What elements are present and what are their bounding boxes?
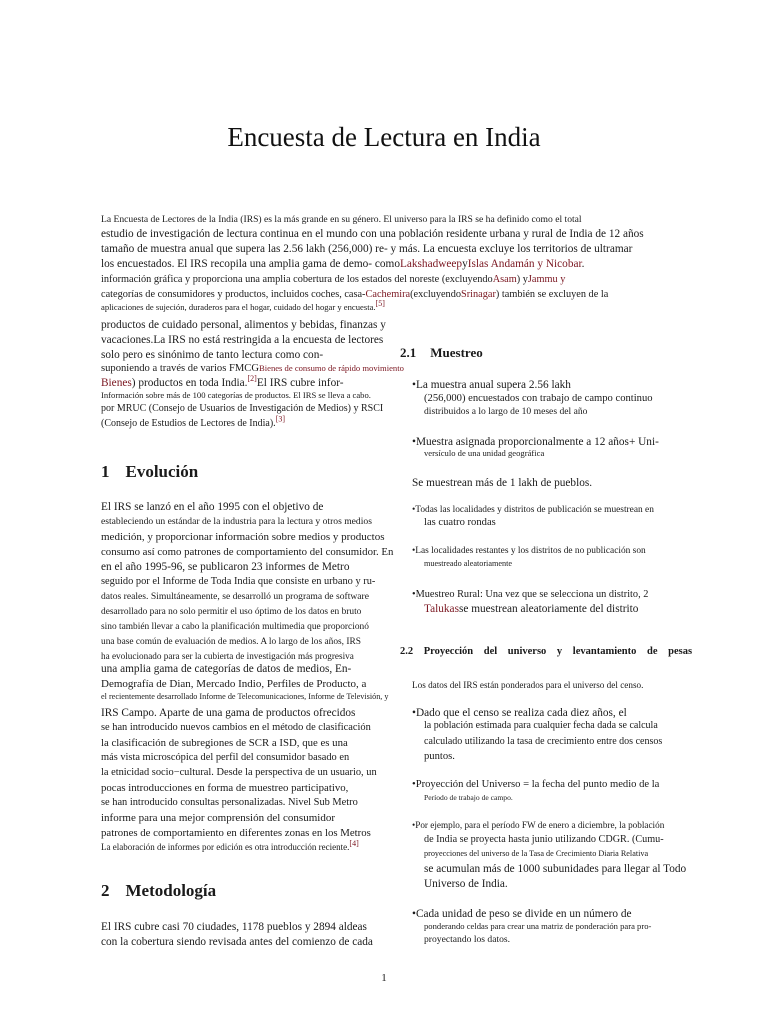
intro-text: información gráfica y proporciona una amplia cobertura de los estados del noreste (excluyendo bbox=[101, 274, 493, 285]
body-text: La elaboración de informes por edición es otra introducción reciente. bbox=[101, 842, 350, 852]
bullet-item bbox=[424, 602, 638, 617]
body-line bbox=[101, 677, 366, 691]
bullet-item: •Todas las localidades y distritos de publicación se muestrean en bbox=[412, 505, 654, 515]
intro-line: vacaciones.La IRS no está restringida a la encuesta de lectores bbox=[101, 334, 384, 346]
link-cachemira[interactable]: Cachemira bbox=[365, 289, 411, 300]
subsection-heading bbox=[400, 646, 692, 657]
body-text: informe para una mejor comprensión del consumidor bbox=[101, 812, 335, 824]
body-text: IRS Campo. Aparte de una gama de productos ofrecidos bbox=[101, 707, 356, 719]
body-text: la etnicidad socio−cultural. Desde la perspectiva de un usuario, un bbox=[101, 767, 377, 778]
intro-line bbox=[101, 376, 344, 391]
body-line bbox=[101, 706, 355, 720]
paragraph: Los datos del IRS están ponderados para el universo del censo. bbox=[412, 680, 644, 690]
intro-line: productos de cuidado personal, alimentos y bebidas, finanzas y bbox=[101, 319, 386, 331]
bullet-item: •Proyección del Universo = la fecha del punto medio de la bbox=[412, 779, 660, 790]
body-text: datos reales. Simultáneamente, se desarrolló un programa de software bbox=[101, 591, 369, 602]
bullet-item: las cuatro rondas bbox=[424, 517, 496, 528]
intro-line bbox=[101, 257, 584, 272]
page-title: Encuesta de Lectura en India bbox=[227, 122, 541, 152]
citation-ref[interactable]: [3] bbox=[275, 414, 286, 424]
section-heading bbox=[101, 881, 216, 901]
paragraph: Se muestrean más de 1 lakh de pueblos. bbox=[412, 477, 593, 489]
citation-ref[interactable]: [2] bbox=[247, 374, 257, 384]
body-text: estableciendo un estándar de la industria para la lectura y otros medios bbox=[101, 516, 372, 527]
intro-line: La Encuesta de Lectores de la India (IRS) es la más grande en su género. El universo para la IRS se ha definido como el total bbox=[101, 214, 582, 225]
body-line bbox=[101, 500, 323, 514]
body-line: El IRS cubre casi 70 ciudades, 1178 pueblos y 2894 aldeas bbox=[101, 921, 367, 933]
bullet-text: se muestrean aleatoriamente del distrito bbox=[458, 603, 639, 615]
body-line bbox=[101, 649, 354, 663]
bullet-item: la población estimada para cualquier fecha dada se calcula bbox=[424, 720, 658, 731]
body-text: medición, y proporcionar información sobre medios y productos bbox=[101, 531, 385, 543]
body-line bbox=[101, 530, 385, 544]
subsection-number: 2.2 bbox=[400, 646, 414, 657]
body-text: la clasificación de subregiones de SCR a ISD, que es una bbox=[101, 737, 348, 749]
bullet-item: de India se proyecta hasta junio utilizando CDGR. (Cumu- bbox=[424, 834, 664, 845]
intro-line: estudio de investigación de lectura continua en el mundo con una población residente urbana y rural de India de 12 años bbox=[101, 228, 644, 240]
body-line bbox=[101, 781, 348, 795]
intro-text: categorías de consumidores y productos, incluidos coches, casa- bbox=[101, 289, 366, 300]
body-line: con la cobertura siendo revisada antes del comienzo de cada bbox=[101, 936, 373, 948]
bullet-item: Período de trabajo de campo. bbox=[424, 793, 513, 802]
bullet-item: proyecciones del universo de la Tasa de Crecimiento Diaria Relativa bbox=[424, 849, 649, 858]
body-text: una amplia gama de categorías de datos de medios, En- bbox=[101, 663, 352, 675]
intro-line bbox=[101, 299, 385, 313]
link-bienes[interactable]: Bienes bbox=[101, 377, 132, 389]
body-line bbox=[101, 766, 377, 780]
section-heading bbox=[101, 462, 198, 482]
bullet-item: Universo de India. bbox=[424, 878, 508, 890]
intro-text: (excluyendo bbox=[410, 289, 462, 300]
body-text: se han introducido nuevos cambios en el método de clasificación bbox=[101, 722, 371, 733]
link-lakshadweep[interactable]: Lakshadweep bbox=[399, 258, 463, 270]
body-line bbox=[101, 635, 361, 649]
bullet-item: •Cada unidad de peso se divide en un número de bbox=[412, 908, 632, 920]
body-line bbox=[101, 690, 389, 704]
body-line bbox=[101, 575, 375, 589]
body-text: se han introducido consultas personalizadas. Nivel Sub Metro bbox=[101, 797, 358, 808]
body-line bbox=[101, 560, 349, 574]
subsection-title: Proyección del universo y levantamiento de pesas bbox=[423, 646, 693, 657]
body-line bbox=[101, 840, 359, 854]
body-text: el recientemente desarrollado Informe de Telecomunicaciones, Informe de Televisión, y bbox=[101, 692, 389, 701]
body-text: Demografía de Dian, Mercado Indio, Perfiles de Producto, a bbox=[101, 678, 367, 690]
section-title: Evolución bbox=[125, 462, 199, 481]
bullet-item: versículo de una unidad geográfica bbox=[424, 448, 545, 458]
intro-text: El IRS cubre infor- bbox=[256, 377, 344, 389]
section-number: 1 bbox=[101, 462, 110, 481]
body-line bbox=[101, 590, 369, 604]
body-text: El IRS se lanzó en el año 1995 con el objetivo de bbox=[101, 501, 324, 513]
section-number: 2 bbox=[101, 881, 110, 900]
link-andaman-nicobar[interactable]: Islas Andamán y Nicobar bbox=[467, 258, 582, 270]
intro-text: . bbox=[581, 258, 585, 270]
intro-text: ) y bbox=[516, 274, 528, 285]
page-number: 1 bbox=[381, 972, 387, 984]
intro-text: suponiendo a través de varios FMCG bbox=[101, 363, 260, 374]
intro-text: ) también se excluyen de la bbox=[495, 289, 609, 300]
body-line bbox=[101, 620, 369, 634]
citation-ref[interactable]: [5] bbox=[375, 299, 385, 309]
bullet-item: muestreado aleatoriamente bbox=[424, 559, 512, 568]
subsection-number: 2.1 bbox=[400, 345, 417, 360]
body-line bbox=[101, 721, 371, 735]
intro-line bbox=[101, 414, 286, 430]
body-line bbox=[101, 811, 335, 825]
bullet-item: (256,000) encuestados con trabajo de campo continuo bbox=[424, 393, 653, 404]
body-line bbox=[101, 662, 351, 676]
link-jammu[interactable]: Jammu y bbox=[527, 274, 566, 285]
body-line bbox=[101, 605, 361, 619]
body-text: consumo así como patrones de comportamiento del consumidor. En bbox=[101, 546, 394, 558]
body-text: ha evolucionado para ser la cubierta de investigación más progresiva bbox=[101, 651, 354, 661]
intro-text: ) productos en toda India. bbox=[131, 377, 248, 389]
body-text: más vista microscópica del perfil del consumidor basado en bbox=[101, 752, 350, 763]
bullet-item: proyectando los datos. bbox=[424, 934, 511, 945]
section-title: Metodología bbox=[125, 881, 217, 900]
subsection-title: Muestreo bbox=[430, 345, 483, 360]
intro-text: los encuestados. El IRS recopila una amplia gama de demo- como bbox=[101, 258, 400, 270]
bullet-item: distribuidos a lo largo de 10 meses del año bbox=[424, 406, 588, 417]
body-line bbox=[101, 751, 349, 765]
intro-line: solo pero es sinónimo de tanto lectura como con- bbox=[101, 349, 324, 361]
intro-text: (Consejo de Estudios de Lectores de India). bbox=[101, 418, 276, 429]
body-line bbox=[101, 736, 348, 750]
intro-text: y bbox=[462, 258, 468, 270]
intro-line bbox=[101, 273, 565, 287]
body-text: patrones de comportamiento en diferentes zonas en los Metros bbox=[101, 827, 371, 839]
body-line bbox=[101, 545, 393, 559]
body-line bbox=[101, 515, 372, 529]
subsection-heading bbox=[400, 345, 483, 361]
body-text: pocas introducciones en forma de muestreo participativo, bbox=[101, 782, 349, 794]
intro-line: por MRUC (Consejo de Usuarios de Investigación de Medios) y RSCI bbox=[101, 403, 384, 414]
link-talukas[interactable]: Talukas bbox=[424, 603, 459, 615]
body-line bbox=[101, 826, 371, 840]
link-fmcg[interactable]: Bienes de consumo de rápido movimiento bbox=[259, 363, 404, 373]
intro-line: Información sobre más de 100 categorías de productos. El IRS se lleva a cabo. bbox=[101, 390, 371, 400]
body-line bbox=[101, 796, 358, 810]
body-text: una base común de evaluación de medios. A lo largo de los años, IRS bbox=[101, 637, 361, 647]
citation-ref[interactable]: [4] bbox=[349, 839, 359, 848]
body-text: en el año 1995-96, se publicaron 23 informes de Metro bbox=[101, 561, 350, 573]
bullet-item: puntos. bbox=[424, 751, 455, 762]
body-text: sino también llevar a cabo la planificación multimedia que proporcionó bbox=[101, 622, 369, 632]
intro-text: aplicaciones de sujeción, duraderos para el hogar, cuidado del hogar y encuesta. bbox=[101, 302, 376, 312]
link-asam[interactable]: Asam bbox=[492, 274, 517, 285]
body-text: desarrollado para no solo permitir el uso óptimo de los datos en bruto bbox=[101, 607, 362, 617]
bullet-item: •Dado que el censo se realiza cada diez años, el bbox=[412, 707, 627, 719]
bullet-item: •Por ejemplo, para el período FW de enero a diciembre, la población bbox=[412, 820, 665, 830]
bullet-item: ponderando celdas para crear una matriz de ponderación para pro- bbox=[424, 921, 652, 931]
intro-line bbox=[101, 288, 608, 302]
bullet-item: •Muestra asignada proporcionalmente a 12 años+ Uni- bbox=[412, 436, 659, 448]
intro-line: tamaño de muestra anual que supera las 2.56 lakh (256,000) re- y más. La encuesta excluye los territorios de ultramar bbox=[101, 243, 633, 255]
bullet-item: •Las localidades restantes y los distritos de no publicación son bbox=[412, 546, 646, 556]
bullet-item: se acumulan más de 1000 subunidades para llegar al Todo bbox=[424, 863, 687, 875]
body-text: seguido por el Informe de Toda India que consiste en urbano y ru- bbox=[101, 576, 376, 587]
link-srinagar[interactable]: Srinagar bbox=[461, 289, 496, 300]
bullet-item: •La muestra anual supera 2.56 lakh bbox=[412, 379, 571, 391]
bullet-item: calculado utilizando la tasa de crecimiento entre dos censos bbox=[424, 736, 663, 747]
bullet-item: •Muestreo Rural: Una vez que se selecciona un distrito, 2 bbox=[412, 589, 649, 600]
